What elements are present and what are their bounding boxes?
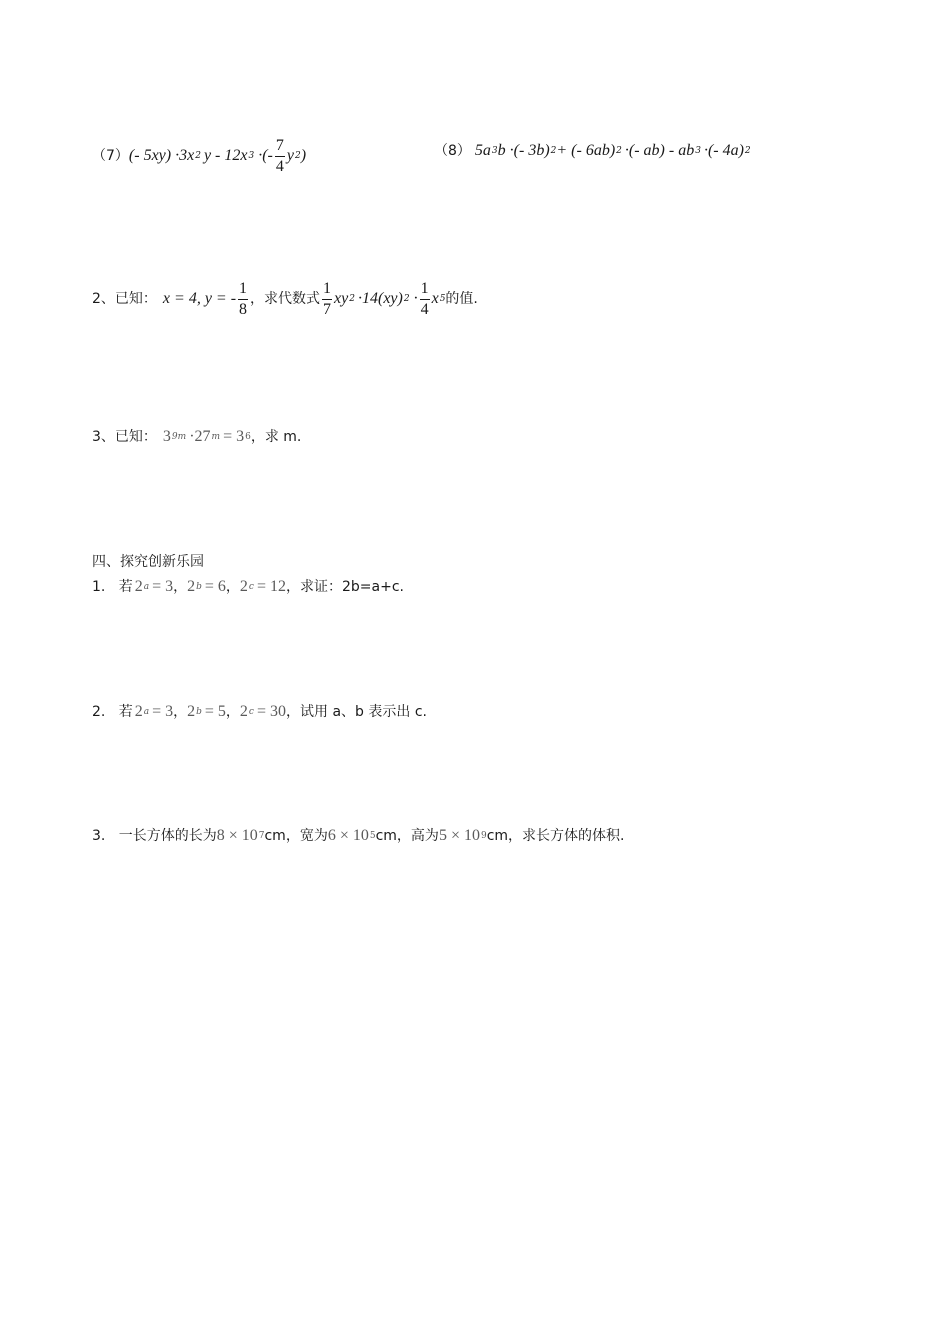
question-2-end: 的值. (445, 291, 478, 307)
power-base: 2 (239, 578, 248, 595)
power-base: 2 (134, 578, 143, 595)
fraction-denominator: 7 (323, 300, 332, 318)
exponent: 7 (258, 830, 265, 841)
problem-7-term4: y (286, 147, 294, 164)
height-value: 5 × 10 (438, 827, 480, 844)
exponent: 9 (480, 830, 487, 841)
question-3 (92, 427, 301, 447)
section-4-item-2 (92, 702, 427, 722)
height-prefix: cm，高为 (375, 828, 439, 844)
item-2-end: ，试用 a、b 表示出 c. (286, 704, 427, 720)
problem-8-term-c: + (- 6ab) (556, 142, 616, 159)
power-base: 2 (187, 578, 196, 595)
question-2-term1: xy (334, 290, 349, 307)
problem-8-term-a: 5a (474, 142, 491, 159)
question-2-term2: ·14(xy) (357, 290, 403, 307)
exponent: 2 (550, 145, 557, 156)
length-value: 8 × 10 (216, 827, 258, 844)
problem-8-term-d: ·(- ab) - ab (624, 142, 695, 159)
problem-7 (92, 138, 306, 174)
fraction-seven-fourths (275, 138, 285, 175)
question-2-condition: x = 4, y = - (162, 290, 237, 307)
exponent: m (211, 431, 221, 442)
question-2-term3: · (413, 290, 418, 307)
fraction-one-seventh (322, 281, 332, 318)
fraction-numerator: 7 (275, 136, 284, 154)
width-prefix: cm，宽为 (264, 828, 328, 844)
power-base: 2 (187, 703, 196, 720)
exponent: b (196, 581, 202, 592)
problem-8-term-b: b ·(- 3b) (497, 142, 550, 159)
separator: ， (173, 579, 188, 595)
question-2-mid-text: ，求代数式 (250, 291, 321, 307)
item-3-label: 3. 一长方体的长为 (92, 828, 217, 844)
section-4-title (92, 553, 204, 571)
exponent: 5 (439, 293, 446, 304)
fraction-one-fourth (420, 281, 430, 318)
separator: ， (225, 579, 240, 595)
problem-7-close: ) (300, 147, 307, 164)
fraction-one-eighth (238, 281, 248, 318)
exponent: 3 (248, 150, 255, 161)
exponent: 2 (403, 293, 410, 304)
exponent: c (248, 706, 254, 717)
problem-7-term2: y - 12x (203, 147, 248, 164)
power-value: = 30 (256, 703, 286, 720)
width-value: 6 × 10 (327, 827, 369, 844)
separator: ， (225, 704, 240, 720)
exponent: b (196, 706, 202, 717)
exponent: a (143, 581, 150, 592)
fraction-numerator: 1 (420, 279, 429, 297)
section-title-text: 四、探究创新乐园 (92, 554, 204, 570)
question-3-mid: ·27 (189, 428, 211, 445)
question-3-base: 3 (162, 428, 171, 445)
fraction-denominator: 4 (275, 157, 284, 175)
power-base: 2 (134, 703, 143, 720)
exponent: 9m (171, 431, 187, 442)
power-value: = 3 (152, 578, 174, 595)
exponent: 2 (195, 150, 201, 161)
question-3-label: 3、已知： (92, 429, 157, 445)
question-2-label: 2、已知： (92, 291, 157, 307)
item-3-end: cm，求长方体的体积. (486, 828, 625, 844)
power-value: = 6 (204, 578, 226, 595)
power-value: = 5 (204, 703, 226, 720)
question-3-eq: = 3 (223, 428, 245, 445)
question-3-end: ，求 m. (250, 429, 302, 445)
exponent: 2 (744, 145, 751, 156)
problem-7-label: （7） (92, 148, 129, 164)
fraction-numerator: 1 (239, 279, 248, 297)
exponent: 3 (695, 145, 701, 156)
item-2-label: 2. 若 (92, 704, 133, 720)
section-4-item-1 (92, 577, 404, 597)
problem-8-label: （8） (434, 143, 471, 159)
power-value: = 12 (256, 578, 286, 595)
power-value: = 3 (152, 703, 174, 720)
exponent: 2 (294, 150, 301, 161)
section-4-item-3 (92, 826, 625, 846)
fraction-numerator: 1 (323, 279, 332, 297)
exponent: 5 (369, 830, 376, 841)
problem-8 (434, 140, 751, 162)
separator: ， (173, 704, 188, 720)
problem-8-term-e: ·(- 4a) (703, 142, 744, 159)
question-2 (92, 280, 478, 318)
problem-7-term3: ·(- (258, 147, 273, 164)
fraction-denominator: 4 (420, 300, 429, 318)
power-base: 2 (239, 703, 248, 720)
problem-7-term1: (- 5xy) ·3x (128, 147, 195, 164)
exponent: a (143, 706, 150, 717)
item-1-end: ，求证：2b=a+c. (286, 579, 404, 595)
exponent: 2 (349, 293, 355, 304)
exponent: 3 (491, 145, 498, 156)
exponent: 6 (245, 431, 251, 442)
question-2-term4: x (431, 290, 439, 307)
exponent: c (248, 581, 254, 592)
exponent: 2 (616, 145, 622, 156)
fraction-denominator: 8 (239, 300, 248, 318)
item-1-label: 1. 若 (92, 579, 133, 595)
